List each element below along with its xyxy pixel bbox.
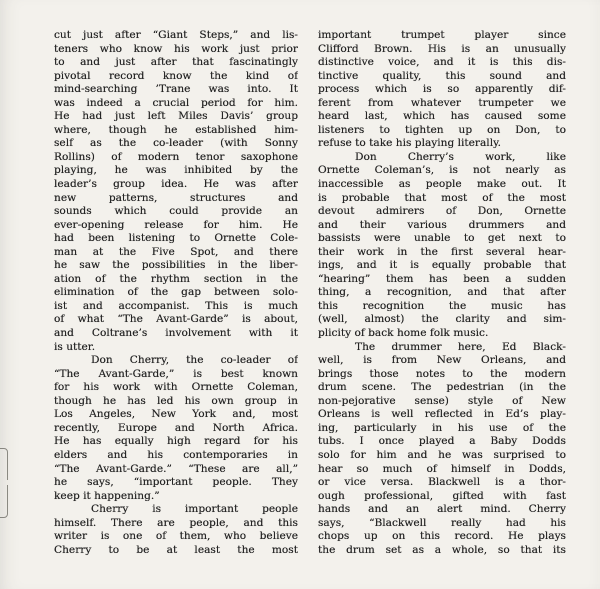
text-line: devout admirers of Don, Ornette: [318, 205, 566, 218]
text-line: pivotal record know the kind of: [54, 69, 298, 82]
text-line: distinctive voice, and it is this dis-: [318, 56, 566, 69]
text-line: where, though he established him-: [54, 123, 298, 136]
text-line: the drum set as a whole, so that its: [318, 543, 566, 556]
text-line: for his work with Ornette Coleman,: [54, 381, 298, 394]
text-line: elimination of the gap between solo-: [54, 286, 298, 299]
text-line: ings, and it is equally probable that: [318, 259, 566, 272]
text-line: Rollins) of modern tenor saxophone: [54, 150, 298, 163]
page-edge-notch: [4, 480, 10, 485]
text-line: hear so much of himself in Dodds,: [318, 462, 566, 475]
text-line: though he has led his own group in: [54, 394, 298, 407]
text-line: ation of the rhythm section in the: [54, 272, 298, 285]
text-line: (well, almost) the clarity and sim-: [318, 313, 566, 326]
text-line: of what “The Avant-Garde” is about,: [54, 313, 298, 326]
text-line: had been listening to Ornette Cole-: [54, 232, 298, 245]
text-line: this recognition the music has: [318, 299, 566, 312]
text-line: process which is so apparently dif-: [318, 83, 566, 96]
text-line: elders and his contemporaries in: [54, 448, 298, 461]
text-line: The drummer here, Ed Black-: [355, 340, 566, 353]
text-line: man at the Five Spot, and there: [54, 245, 298, 258]
text-line: recently, Europe and North Africa.: [54, 421, 298, 434]
text-line: Don Cherry, the co-leader of: [91, 354, 298, 367]
text-line: thing, a recognition, and that after: [318, 286, 566, 299]
text-line: new patterns, structures and: [54, 191, 298, 204]
text-line: drum scene. The pedestrian (in the: [318, 381, 566, 394]
text-line: leader’s group idea. He was after: [54, 178, 298, 191]
text-line: tinctive quality, this sound and: [318, 69, 566, 82]
text-line: bassists were unable to get next to: [318, 232, 566, 245]
text-line: He had just left Miles Davis’ group: [54, 110, 298, 123]
text-column-right: [318, 29, 566, 557]
text-line: hands and an alert mind. Cherry: [318, 503, 566, 516]
text-line: was indeed a crucial period for him.: [54, 96, 298, 109]
text-line: ough professional, gifted with fast: [318, 489, 566, 502]
text-line: mind-searching ’Trane was into. It: [54, 83, 298, 96]
text-line: teners who know his work just prior: [54, 42, 298, 55]
text-line: playing, he was inhibited by the: [54, 164, 298, 177]
text-line: Don Cherry’s work, like: [355, 150, 566, 163]
text-line: solo for him and he was surprised to: [318, 448, 566, 461]
text-line: he saw the possibilities in the liber-: [54, 259, 298, 272]
text-line: cut just after “Giant Steps,” and lis-: [54, 29, 298, 41]
text-line: He has equally high regard for his: [54, 435, 298, 448]
text-line: chops up on this record. He plays: [318, 530, 566, 543]
text-line: is probable that most of the most: [318, 191, 566, 204]
text-line: brings those notes to the modern: [318, 367, 566, 380]
text-line: non-pejorative sense) style of New: [318, 394, 566, 407]
text-line: says, “Blackwell really had his: [318, 516, 566, 529]
text-line: or vice versa. Blackwell is a thor-: [318, 476, 566, 489]
text-line: inaccessible as people make out. It: [318, 178, 566, 191]
text-line: Orleans is well reflected in Ed’s play-: [318, 408, 566, 421]
text-line: refuse to take his playing literally.: [318, 137, 502, 150]
text-line: heard last, which has caused some: [318, 110, 566, 123]
text-line: Ornette Coleman’s, is not nearly as: [318, 164, 566, 177]
text-line: listeners to tighten up on Don, to: [318, 123, 566, 136]
text-line: plicity of back home folk music.: [318, 327, 489, 340]
text-line: keep it happening.”: [54, 489, 160, 502]
text-column-left: [54, 29, 298, 557]
text-line: ing, particularly in his use of the: [318, 421, 566, 434]
text-line: and Coltrane’s involvement with it: [54, 327, 298, 340]
text-line: “The Avant-Garde.” “These are all,”: [54, 462, 298, 475]
text-line: and their various drummers and: [318, 218, 566, 231]
text-line: well, is from New Orleans, and: [318, 354, 566, 367]
text-line: “hearing” them has been a sudden: [318, 272, 566, 285]
text-line: Cherry is important people: [91, 503, 298, 516]
text-line: Clifford Brown. His is an unusually: [318, 42, 566, 55]
text-line: to and just after that fascinatingly: [54, 56, 298, 69]
text-line: tubs. I once played a Baby Dodds: [318, 435, 566, 448]
text-line: self as the co-leader (with Sonny: [54, 137, 298, 150]
page-edge-artifact: [0, 448, 8, 518]
text-line: himself. There are people, and this: [54, 516, 298, 529]
text-line: is utter.: [54, 340, 96, 353]
text-line: he says, “important people. They: [54, 476, 298, 489]
text-line: their work in the first several hear-: [318, 245, 566, 258]
text-line: ever-opening release for him. He: [54, 218, 298, 231]
text-line: Los Angeles, New York and, most: [54, 408, 298, 421]
text-line: ist and accompanist. This is much: [54, 299, 298, 312]
text-line: sounds which could provide an: [54, 205, 298, 218]
text-line: important trumpet player since: [318, 29, 566, 41]
text-line: Cherry to be at least the most: [54, 543, 298, 556]
text-line: “The Avant-Garde,” is best known: [54, 367, 298, 380]
text-line: ferent from whatever trumpeter we: [318, 96, 566, 109]
text-line: writer is one of them, who believe: [54, 530, 298, 543]
